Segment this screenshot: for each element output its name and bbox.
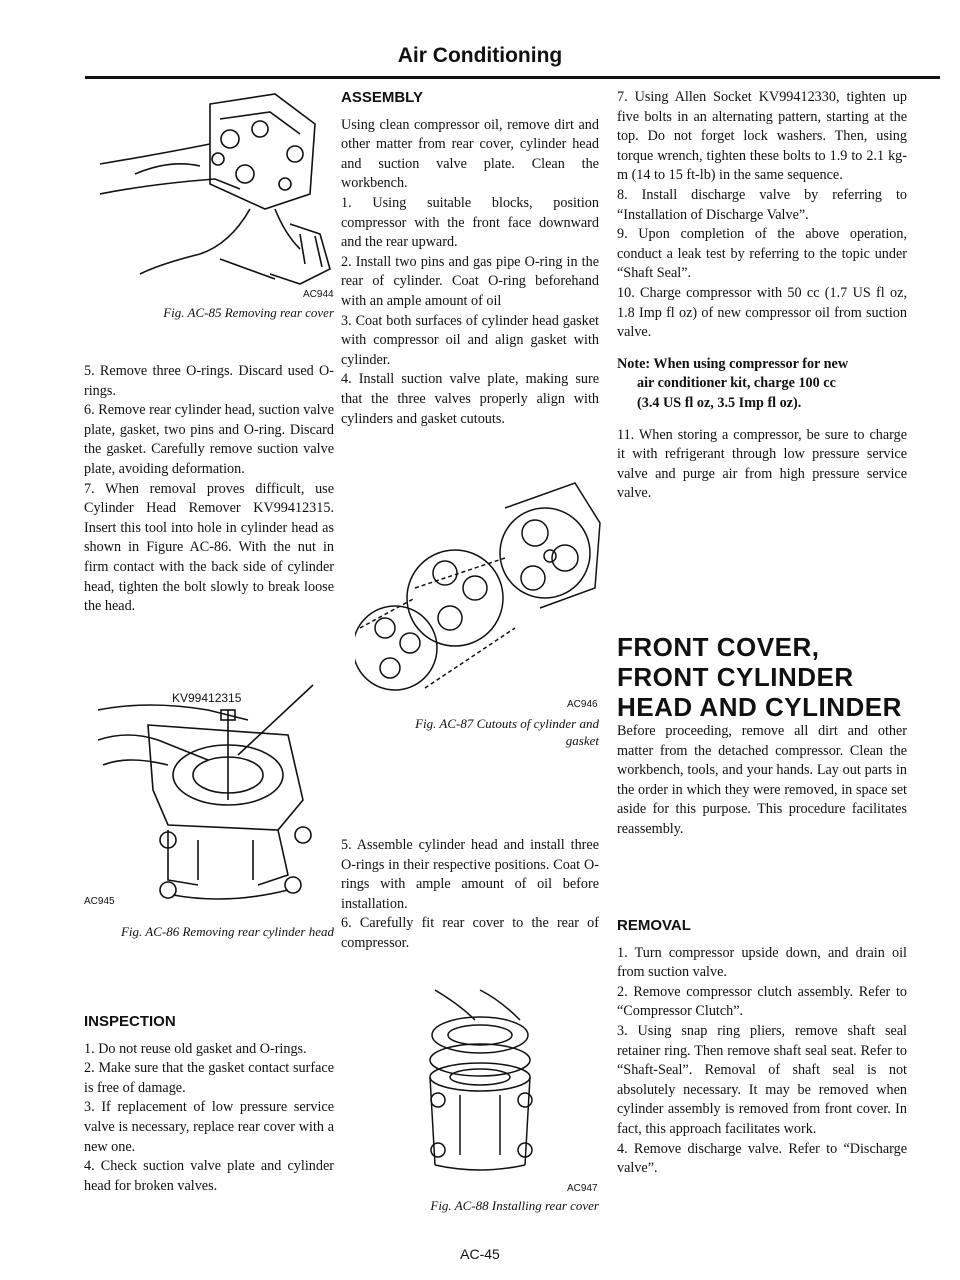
- assembly-step-2: 2. Install two pins and gas pipe O-ring in the rear of cylinder. Coat O-ring beforehand with an ample amount of oil: [341, 253, 599, 309]
- figure-ac86-code: AC945: [84, 896, 115, 907]
- inspection-heading: INSPECTION: [84, 1013, 176, 1030]
- column-1: [84, 362, 334, 617]
- front-cover-intro: [617, 722, 907, 840]
- figure-ac87-caption-line2: gasket: [565, 733, 599, 748]
- note-line1: Note: When using compressor for new: [617, 355, 849, 372]
- removal-heading: REMOVAL: [617, 917, 691, 934]
- step-9-leak-test: 9. Upon completion of the above operation, conduct a leak test by referring to the topic under “Shaft Seal”.: [617, 226, 907, 282]
- note-compressor-oil: [617, 355, 907, 414]
- figure-ac88-caption: Fig. AC-88 Installing rear cover: [430, 1198, 599, 1213]
- figure-ac87-caption: [341, 715, 599, 749]
- figure-ac87-code: AC946: [567, 699, 598, 710]
- big-heading-line2: FRONT CYLINDER: [617, 662, 854, 692]
- header-rule: [85, 76, 940, 79]
- step-7-cylinder-head-remover: 7. When removal proves difficult, use Cylinder Head Remover KV99412315. Insert this tool into hole in cylinder head as shown in Figure AC-86. With the nut in firm contact with the back side of cylinder head, tighten the bolt slowly to break loose the head.: [84, 480, 334, 615]
- figure-ac85-caption: Fig. AC-85 Removing rear cover: [163, 305, 334, 320]
- assembly-step-3: 3. Coat both surfaces of cylinder head gasket with compressor oil and align gasket with cylinder.: [341, 312, 599, 368]
- inspection-3: 3. If replacement of low pressure service valve is necessary, replace rear cover with a new one.: [84, 1099, 334, 1155]
- assembly-step-4: 4. Install suction valve plate, making sure that the three valves properly align with cylinders and gasket cutouts.: [341, 371, 599, 427]
- inspection-4: 4. Check suction valve plate and cylinder head for broken valves.: [84, 1158, 334, 1194]
- page-header-title: Air Conditioning: [397, 44, 563, 67]
- assembly-step-5: 5. Assemble cylinder head and install three O-rings in their respective positions. Coat O-rings with ample amount of oil before installation.: [341, 837, 599, 912]
- assembly-heading: ASSEMBLY: [341, 89, 423, 106]
- figure-ac88-code: AC947: [567, 1183, 598, 1194]
- figure-ac88-illustration: [420, 985, 550, 1175]
- front-cover-intro-text: Before proceeding, remove all dirt and other matter from the detached compressor. Clean the workbench, tools, and your hands. Lay out parts in the order in which they were removed, in space set aside for this purpose. This procedure facilitates reassembly.: [617, 723, 907, 837]
- removal-step-2: 2. Remove compressor clutch assembly. Refer to “Compressor Clutch”.: [617, 983, 907, 1020]
- assembly-step-1: 1. Using suitable blocks, position compressor with the front face downward and the rear upward.: [341, 194, 599, 251]
- tool-label-kv99412315: KV99412315: [172, 691, 242, 705]
- big-heading-line3: HEAD AND CYLINDER: [617, 692, 902, 722]
- inspection-1: 1. Do not reuse old gasket and O-rings.: [84, 1040, 307, 1057]
- figure-ac86-caption: Fig. AC-86 Removing rear cylinder head: [120, 924, 334, 939]
- note-line2: air conditioner kit, charge 100 cc: [637, 375, 836, 392]
- note-line3: (3.4 US fl oz, 3.5 Imp fl oz).: [637, 394, 802, 411]
- removal-step-1: 1. Turn compressor upside down, and drain oil from suction valve.: [617, 944, 907, 981]
- big-heading-line1: FRONT COVER,: [617, 632, 820, 662]
- removal-step-4: 4. Remove discharge valve. Refer to “Discharge valve”.: [617, 1140, 907, 1177]
- removal-step-3: 3. Using snap ring pliers, remove shaft seal retainer ring. Then remove shaft seal seat. Refer to “Shaft-Seal”. Removal of shaft seal is not absolutely necessary. It may be removed when cylinder assembly is removed from front cover. In fact, this approach facilitates work.: [617, 1022, 907, 1137]
- column-2: [341, 88, 599, 429]
- figure-ac85-code: AC944: [303, 289, 334, 300]
- front-cover-section-heading: [617, 632, 917, 722]
- step-11-storing: 11. When storing a compressor, be sure to charge it with refrigerant through low pressure service valve and purge air from high pressure service valve.: [617, 426, 907, 502]
- inspection-section: [84, 1012, 334, 1196]
- figure-ac85-illustration: [100, 84, 340, 294]
- inspection-2: 2. Make sure that the gasket contact surface is free of damage.: [84, 1060, 334, 1096]
- step-5-remove-o-rings: 5. Remove three O-rings. Discard used O-rings.: [84, 363, 334, 399]
- removal-section: [617, 916, 907, 1179]
- assembly-step-6: 6. Carefully fit rear cover to the rear of compressor.: [341, 915, 599, 951]
- figure-ac86-illustration: [88, 680, 338, 915]
- figure-ac87-illustration: [355, 478, 605, 698]
- assembly-intro: Using clean compressor oil, remove dirt and other matter from rear cover, cylinder head and suction valve plate. Clean the workbench.: [341, 116, 599, 192]
- figure-ac87-caption-line1: Fig. AC-87 Cutouts of cylinder and: [415, 716, 599, 731]
- step-8-discharge-valve: 8. Install discharge valve by referring to “Installation of Discharge Valve”.: [617, 186, 907, 223]
- step-7-allen-socket: 7. Using Allen Socket KV99412330, tighten up five bolts in an alternating pattern, starting at the top. Do not forget lock washers. Then, using torque wrench, tighten these bolts to 1.9 to 2.1 kg-m (14 to 15 ft-lb) in the same sequence.: [617, 89, 907, 184]
- column-3: [617, 88, 907, 504]
- page-number: AC-45: [460, 1246, 500, 1262]
- step-6-remove-head: 6. Remove rear cylinder head, suction valve plate, gasket, two pins and O-ring. Discard the gasket. Carefully remove suction valve plate, avoiding deformation.: [84, 402, 334, 477]
- assembly-continued: [341, 836, 599, 954]
- step-10-charge-oil: 10. Charge compressor with 50 cc (1.7 US fl oz, 1.8 Imp fl oz) of new compressor oil from suction valve.: [617, 284, 907, 341]
